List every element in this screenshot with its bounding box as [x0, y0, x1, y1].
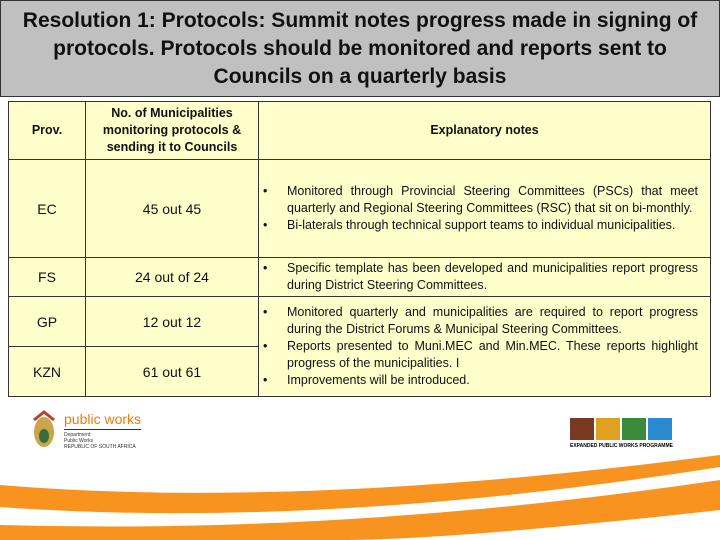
prov-cell: KZN	[9, 347, 86, 397]
header-count: No. of Municipalities monitoring protocols & sending it to Councils	[86, 102, 259, 160]
notes-cell	[259, 160, 711, 258]
count-cell: 12 out 12	[86, 297, 259, 347]
slide-title-box	[0, 0, 720, 97]
orange-wave-decoration	[0, 455, 720, 540]
note: Bi-laterals through technical support teams to individual municipalities.	[287, 218, 676, 232]
notes-cell	[259, 297, 711, 397]
tree-icon	[622, 418, 646, 440]
public-works-text: public works	[64, 410, 142, 427]
prov-cell: GP	[9, 297, 86, 347]
table-row	[9, 160, 711, 258]
note: Monitored quarterly and municipalities are required to report progress during the District Forums & Municipal Steering Committees.	[287, 305, 698, 336]
bullet-icon: •	[263, 373, 268, 387]
note: Specific template has been developed and municipalities report progress during District Steering Committees.	[287, 261, 698, 292]
prov-cell: FS	[9, 258, 86, 297]
country-name: REPUBLIC OF SOUTH AFRICA	[64, 443, 136, 450]
trowel-icon	[570, 418, 594, 440]
dept-name: Public Works	[64, 437, 94, 444]
epwp-caption: EXPANDED PUBLIC WORKS PROGRAMME	[570, 443, 673, 449]
note: Monitored through Provincial Steering Committees (PSCs) that meet quarterly and Regional Steering Committees (RSC) that sit on bi-monthly.	[287, 184, 698, 215]
worker-icon	[596, 418, 620, 440]
bullet-icon: •	[263, 261, 268, 275]
family-icon	[648, 418, 672, 440]
table-row	[9, 297, 711, 347]
notes-cell	[259, 258, 711, 297]
epwp-logo	[570, 418, 673, 449]
table-header-row	[9, 102, 711, 160]
bullet-icon: •	[263, 339, 268, 353]
dept-label: Department:	[64, 431, 92, 438]
header-notes: Explanatory notes	[259, 102, 711, 160]
note: Reports presented to Muni.MEC and Min.MEC. These reports highlight progress of the municipalities. I	[287, 339, 698, 370]
count-cell: 24 out of 24	[86, 258, 259, 297]
bullet-icon: •	[263, 305, 268, 319]
protocols-table	[8, 101, 711, 397]
note: Improvements will be introduced.	[287, 373, 470, 387]
slide-title: Resolution 1: Protocols: Summit notes progress made in signing of protocols. Protocols should be monitored and reports sent to Councils on a quarterly basis	[22, 8, 698, 88]
header-prov: Prov.	[9, 102, 86, 160]
count-cell: 61 out 61	[86, 347, 259, 397]
coat-of-arms-icon	[30, 410, 58, 450]
bullet-icon: •	[263, 218, 268, 232]
table-row	[9, 258, 711, 297]
public-works-logo	[30, 410, 141, 450]
bullet-icon: •	[263, 184, 268, 198]
count-cell: 45 out 45	[86, 160, 259, 258]
prov-cell: EC	[9, 160, 86, 258]
